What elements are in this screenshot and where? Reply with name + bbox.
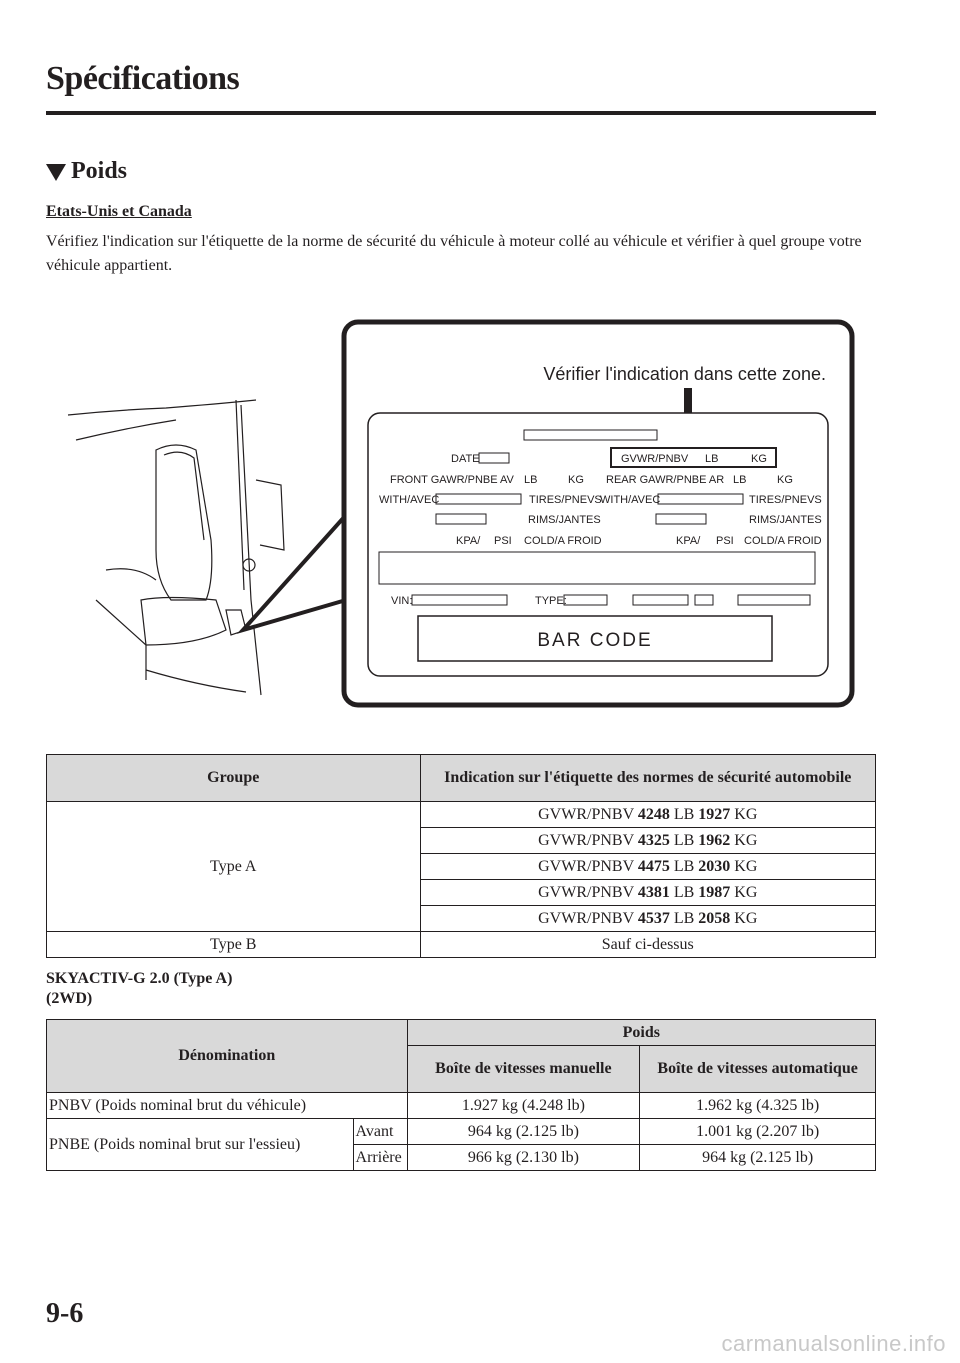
- manual-header: Boîte de vitesses manuelle: [407, 1046, 640, 1093]
- label-with-front: WITH/AVEC: [379, 494, 440, 506]
- label-date: DATE: [451, 453, 480, 465]
- callout-text: Vérifier l'indication dans cette zone.: [543, 364, 826, 384]
- table-row: GVWR/PNBV 4537 LB 2058 KG: [420, 906, 875, 932]
- page-number: 9-6: [46, 1298, 84, 1329]
- barcode-text: BAR CODE: [537, 630, 653, 651]
- weight-table: [46, 1019, 876, 1171]
- label-gvwr: GVWR/PNBV: [621, 453, 689, 465]
- indication-header: Indication sur l'étiquette des normes de sécurité automobile: [420, 755, 875, 802]
- denomination-header: Dénomination: [47, 1020, 408, 1093]
- type-b-value: Sauf ci-dessus: [420, 932, 875, 958]
- intro-paragraph: Vérifiez l'indication sur l'étiquette de la norme de sécurité du véhicule à moteur collé au véhicule et vérifier à quel groupe votre véhicule appartient.: [46, 233, 862, 274]
- front-auto: 1.001 kg (2.207 lb): [640, 1119, 876, 1145]
- car-seat-sketch: [68, 400, 284, 695]
- callout-wedge: [243, 515, 346, 630]
- region-heading: Etats-Unis et Canada: [46, 203, 192, 220]
- label-tires-rear: TIRES/PNEVS: [749, 494, 822, 506]
- front-manual: 964 kg (2.125 lb): [407, 1119, 640, 1145]
- label-rear-lb: LB: [733, 474, 747, 486]
- label-psi-front: PSI: [494, 535, 512, 547]
- rear-auto: 964 kg (2.125 lb): [640, 1145, 876, 1171]
- label-type: TYPE:: [535, 595, 567, 607]
- label-gvwr-lb: LB: [705, 453, 719, 465]
- label-rear: REAR GAWR/PNBE AR: [606, 474, 725, 486]
- label-rear-kg: KG: [777, 474, 793, 486]
- poids-header: Poids: [407, 1020, 875, 1046]
- label-tires-front: TIRES/PNEVS: [529, 494, 602, 506]
- type-b-cell: Type B: [47, 932, 421, 958]
- table-row: GVWR/PNBV 4248 LB 1927 KG: [420, 802, 875, 828]
- engine-subheading-line1: SKYACTIV-G 2.0 (Type A): [46, 970, 233, 987]
- label-cold-front: COLD/A FROID: [524, 535, 602, 547]
- label-psi-rear: PSI: [716, 535, 734, 547]
- pnbv-label: PNBV (Poids nominal brut du véhicule): [47, 1093, 408, 1119]
- group-header: Groupe: [47, 755, 421, 802]
- chapter-title: Spécifications: [46, 60, 240, 97]
- triangle-bullet-icon: [46, 164, 66, 181]
- table-row: GVWR/PNBV 4475 LB 2030 KG: [420, 854, 875, 880]
- label-rims-front: RIMS/JANTES: [528, 514, 601, 526]
- label-rims-rear: RIMS/JANTES: [749, 514, 822, 526]
- label-front-kg: KG: [568, 474, 584, 486]
- label-cold-rear: COLD/A FROID: [744, 535, 822, 547]
- rear-axle-label: Arrière: [353, 1145, 407, 1171]
- label-front: FRONT GAWR/PNBE AV: [390, 474, 514, 486]
- label-front-lb: LB: [524, 474, 538, 486]
- chapter-rule: [46, 111, 876, 115]
- table-row: GVWR/PNBV 4381 LB 1987 KG: [420, 880, 875, 906]
- section-title: Poids: [71, 158, 128, 184]
- rear-manual: 966 kg (2.130 lb): [407, 1145, 640, 1171]
- type-a-cell: Type A: [47, 802, 421, 932]
- label-kpa-front: KPA/: [456, 535, 481, 547]
- label-vin: VIN:: [391, 595, 413, 607]
- section-heading: [46, 158, 127, 185]
- label-location-illustration: [46, 300, 876, 720]
- pnbe-label: PNBE (Poids nominal brut sur l'essieu): [47, 1119, 354, 1171]
- pnbv-manual: 1.927 kg (4.248 lb): [407, 1093, 640, 1119]
- engine-subheading: [46, 969, 232, 1009]
- table-row: GVWR/PNBV 4325 LB 1962 KG: [420, 828, 875, 854]
- group-table: [46, 754, 876, 958]
- pnbv-auto: 1.962 kg (4.325 lb): [640, 1093, 876, 1119]
- label-gvwr-kg: KG: [751, 453, 767, 465]
- label-with-rear: WITH/AVEC: [600, 494, 661, 506]
- watermark: carmanualsonline.info: [721, 1331, 946, 1356]
- front-axle-label: Avant: [353, 1119, 407, 1145]
- automatic-header: Boîte de vitesses automatique: [640, 1046, 876, 1093]
- label-kpa-rear: KPA/: [676, 535, 701, 547]
- engine-subheading-line2: (2WD): [46, 990, 93, 1007]
